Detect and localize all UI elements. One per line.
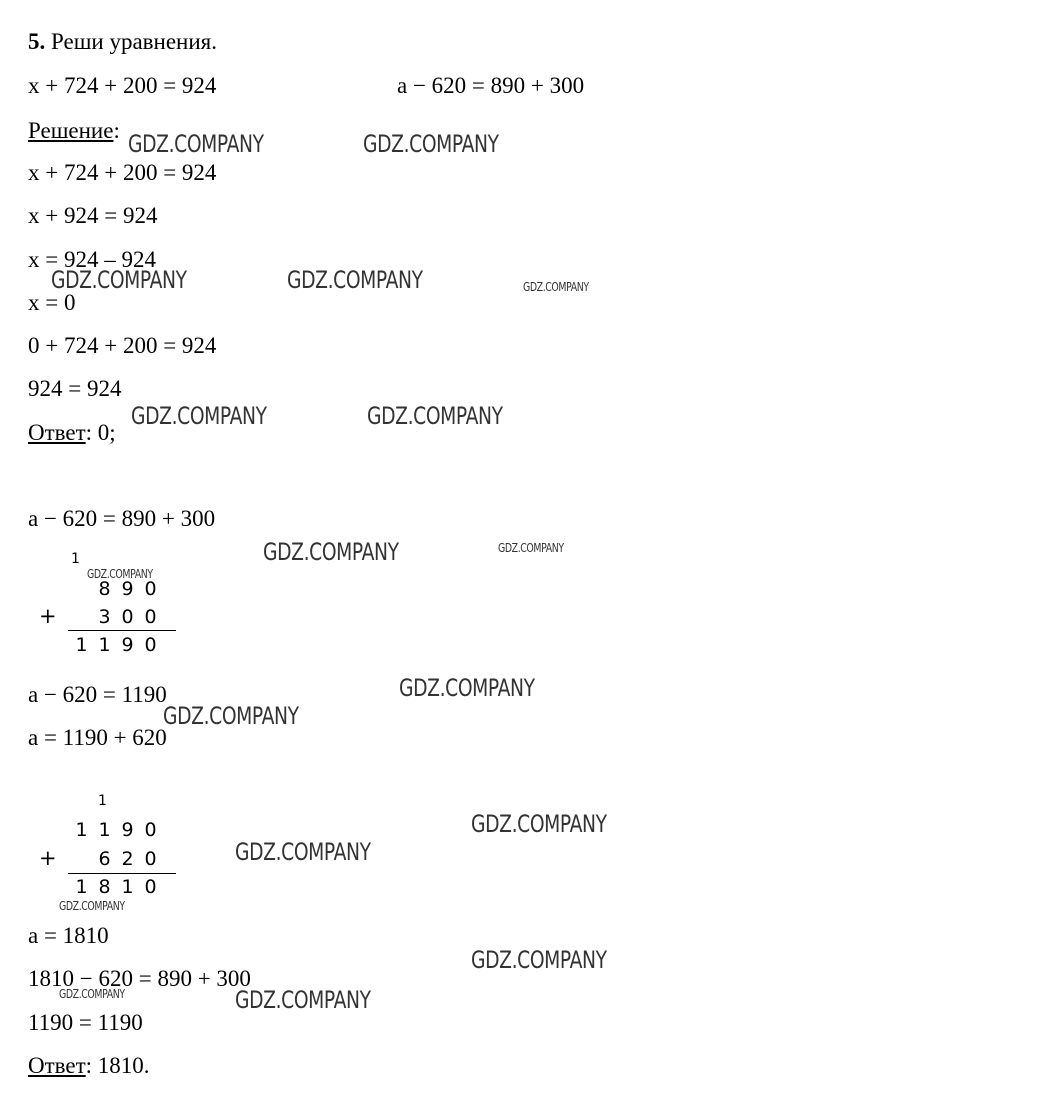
carry-digit: 1 bbox=[98, 793, 107, 809]
carry-digit: 1 bbox=[71, 551, 80, 567]
sum-result: 1 8 1 0 bbox=[75, 876, 157, 898]
watermark: GDZ.COMPANY bbox=[363, 130, 499, 158]
answer-label: Ответ bbox=[28, 420, 86, 445]
step-line: a − 620 = 1190 bbox=[28, 682, 167, 707]
addend-bottom: 6 2 0 bbox=[98, 848, 157, 870]
watermark: GDZ.COMPANY bbox=[498, 541, 564, 555]
watermark: GDZ.COMPANY bbox=[128, 130, 264, 158]
answer-value: : 1810. bbox=[85, 1053, 150, 1078]
watermark: GDZ.COMPANY bbox=[87, 567, 153, 581]
watermark: GDZ.COMPANY bbox=[163, 702, 299, 730]
answer-label: Ответ bbox=[28, 1053, 86, 1078]
step-line: 924 = 924 bbox=[28, 376, 122, 401]
step-line: a − 620 = 890 + 300 bbox=[28, 506, 216, 531]
column-addition-2 bbox=[30, 786, 190, 904]
watermark: GDZ.COMPANY bbox=[367, 402, 503, 430]
watermark: GDZ.COMPANY bbox=[59, 899, 125, 913]
watermark: GDZ.COMPANY bbox=[131, 402, 267, 430]
watermark: GDZ.COMPANY bbox=[51, 266, 187, 294]
task-text: Реши уравнения. bbox=[51, 29, 217, 54]
watermark: GDZ.COMPANY bbox=[263, 538, 399, 566]
addend-top: 1 1 9 0 bbox=[75, 819, 157, 841]
step-line: x = 0 bbox=[28, 290, 76, 315]
answer-2 bbox=[28, 1053, 150, 1079]
sum-line bbox=[68, 873, 176, 874]
sum-line bbox=[68, 630, 176, 631]
step-line: a = 1190 + 620 bbox=[28, 725, 167, 750]
watermark: GDZ.COMPANY bbox=[471, 946, 607, 974]
watermark: GDZ.COMPANY bbox=[399, 674, 535, 702]
task-number: 5. bbox=[28, 29, 46, 54]
solution-label bbox=[28, 118, 120, 144]
step-line: 1190 = 1190 bbox=[28, 1010, 143, 1035]
step-line: x = 924 – 924 bbox=[28, 247, 156, 272]
task-title bbox=[28, 29, 217, 55]
addend-bottom: 3 0 0 bbox=[98, 606, 157, 628]
solution-colon: : bbox=[113, 118, 120, 143]
solution-word: Решение bbox=[28, 118, 114, 143]
equation-1: x + 724 + 200 = 924 bbox=[28, 73, 217, 98]
step-line: x + 724 + 200 = 924 bbox=[28, 160, 217, 185]
addend-top: 8 9 0 bbox=[98, 578, 157, 600]
watermark: GDZ.COMPANY bbox=[235, 986, 371, 1014]
watermark: GDZ.COMPANY bbox=[59, 987, 125, 1001]
equation-2: a − 620 = 890 + 300 bbox=[397, 73, 585, 98]
answer-1 bbox=[28, 420, 116, 446]
column-addition-1 bbox=[30, 545, 190, 660]
sum-result: 1 1 9 0 bbox=[75, 634, 157, 656]
step-line: 1810 − 620 = 890 + 300 bbox=[28, 966, 251, 991]
step-line: a = 1810 bbox=[28, 923, 109, 948]
plus-sign: + bbox=[39, 604, 57, 628]
watermark: GDZ.COMPANY bbox=[287, 266, 423, 294]
plus-sign: + bbox=[39, 846, 57, 870]
watermark: GDZ.COMPANY bbox=[235, 838, 371, 866]
step-line: x + 924 = 924 bbox=[28, 203, 158, 228]
answer-value: : 0; bbox=[85, 420, 116, 445]
watermark: GDZ.COMPANY bbox=[523, 280, 589, 294]
step-line: 0 + 724 + 200 = 924 bbox=[28, 333, 217, 358]
watermark: GDZ.COMPANY bbox=[471, 810, 607, 838]
